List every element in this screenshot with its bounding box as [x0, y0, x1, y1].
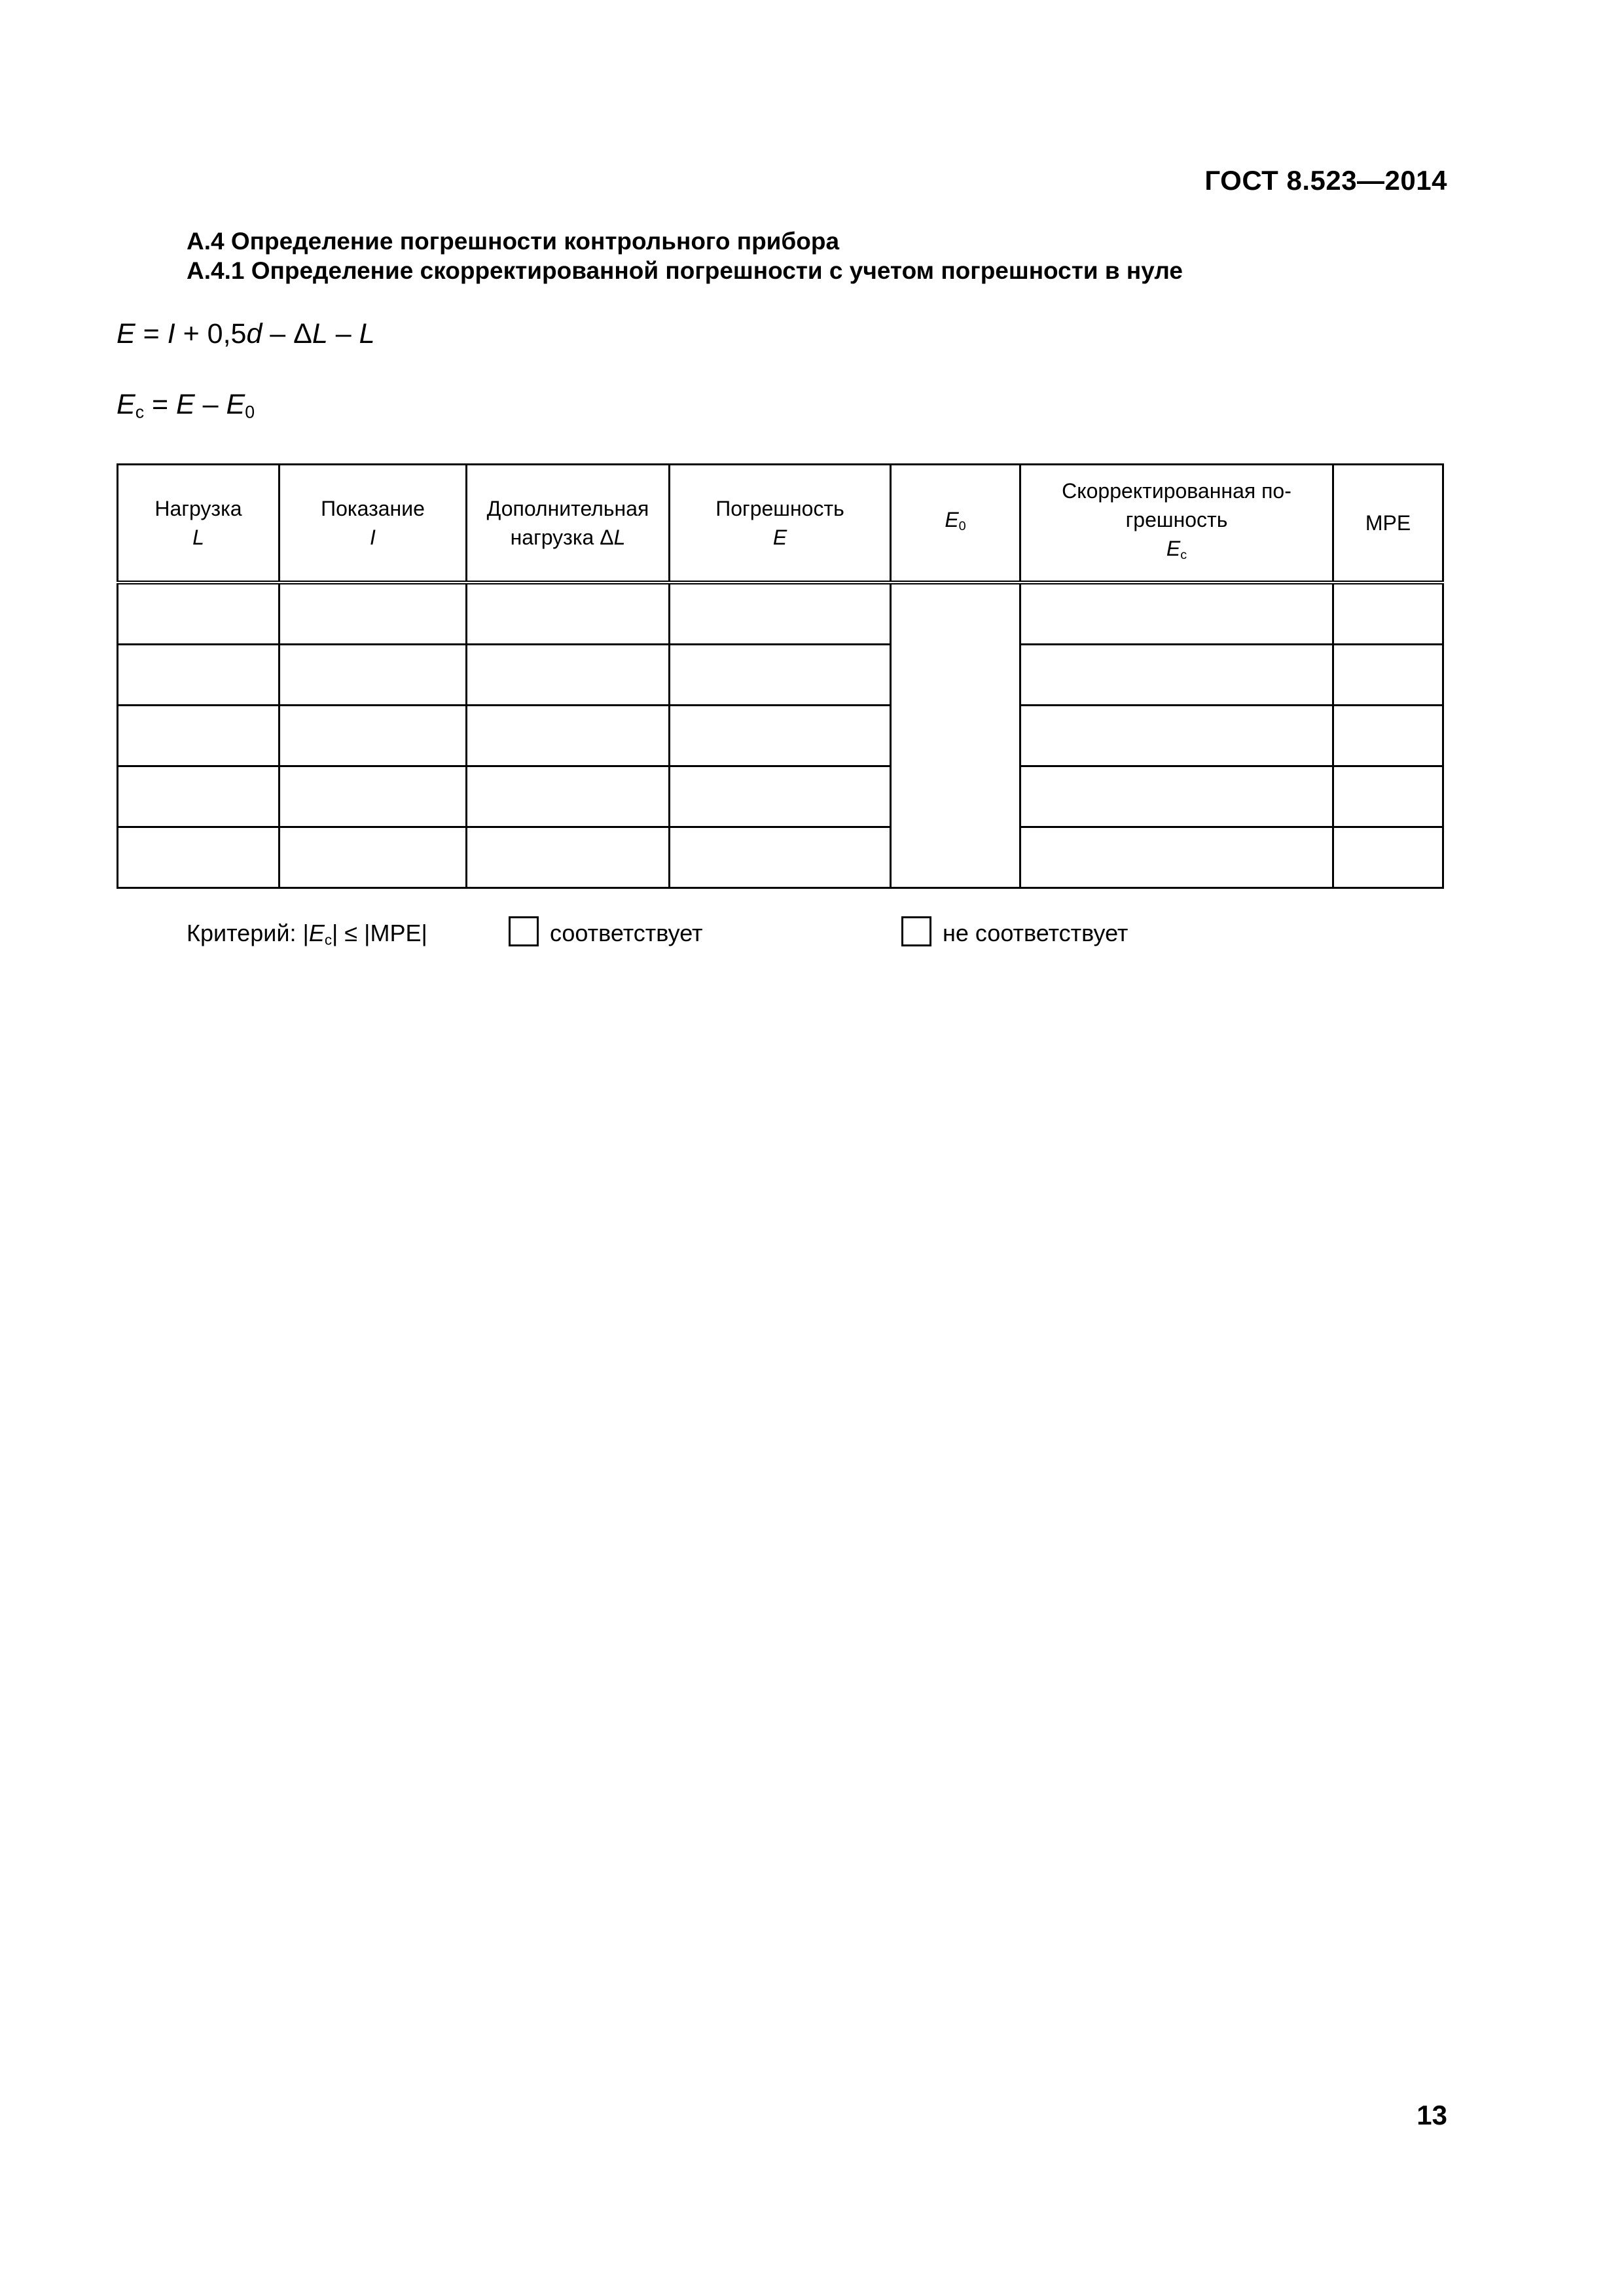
subsection-heading: А.4.1 Определение скорректированной погрешности с учетом погрешности в нуле	[187, 257, 1183, 284]
error-formula: E = I + 0,5d – ΔL – L	[117, 318, 375, 350]
cell-error[interactable]	[670, 827, 891, 888]
page-number: 13	[1416, 2100, 1447, 2130]
document-code: ГОСТ 8.523—2014	[1204, 165, 1447, 196]
cell-load[interactable]	[118, 706, 280, 766]
cell-corrected-error[interactable]	[1020, 645, 1333, 706]
complies-label: соответствует	[550, 920, 703, 946]
cell-indication[interactable]	[280, 827, 467, 888]
not-complies-checkbox[interactable]	[901, 916, 931, 946]
header-mpe: MPE	[1333, 465, 1443, 583]
cell-mpe[interactable]	[1333, 583, 1443, 645]
criterion-label: Критерий: $|E_c| \le |MPE|$	[187, 920, 427, 948]
results-table	[117, 463, 1444, 889]
cell-load[interactable]	[118, 827, 280, 888]
cell-corrected-error[interactable]	[1020, 583, 1333, 645]
cell-indication[interactable]	[280, 645, 467, 706]
cell-indication[interactable]	[280, 766, 467, 827]
cell-error[interactable]	[670, 645, 891, 706]
section-heading: А.4 Определение погрешности контрольного прибора	[187, 228, 840, 255]
header-indication: Показание I	[280, 465, 467, 583]
cell-mpe[interactable]	[1333, 766, 1443, 827]
header-zero-error: $E_0$	[891, 465, 1020, 583]
cell-load[interactable]	[118, 583, 280, 645]
cell-additional-load[interactable]	[467, 645, 670, 706]
cell-error[interactable]	[670, 583, 891, 645]
table-header-row	[118, 465, 1443, 583]
table-row	[118, 706, 1443, 766]
cell-error[interactable]	[670, 766, 891, 827]
cell-error[interactable]	[670, 706, 891, 766]
cell-load[interactable]	[118, 766, 280, 827]
cell-load[interactable]	[118, 645, 280, 706]
cell-mpe[interactable]	[1333, 645, 1443, 706]
header-additional-load: Дополнительная нагрузка ΔL	[467, 465, 670, 583]
cell-additional-load[interactable]	[467, 827, 670, 888]
cell-additional-load[interactable]	[467, 706, 670, 766]
not-complies-label: не соответствует	[943, 920, 1128, 946]
cell-corrected-error[interactable]	[1020, 766, 1333, 827]
header-error: Погрешность E	[670, 465, 891, 583]
cell-additional-load[interactable]	[467, 766, 670, 827]
cell-indication[interactable]	[280, 583, 467, 645]
cell-corrected-error[interactable]	[1020, 706, 1333, 766]
cell-mpe[interactable]	[1333, 706, 1443, 766]
table-row	[118, 827, 1443, 888]
header-corrected-error: Скорректированная по- грешность $E_c$	[1020, 465, 1333, 583]
complies-checkbox[interactable]	[509, 916, 539, 946]
header-load: Нагрузка L	[118, 465, 280, 583]
table-row	[118, 645, 1443, 706]
cell-zero-error[interactable]	[891, 583, 1020, 888]
cell-additional-load[interactable]	[467, 583, 670, 645]
table-row	[118, 766, 1443, 827]
corrected-error-formula: $E_c = E - E_0$	[117, 389, 255, 422]
cell-mpe[interactable]	[1333, 827, 1443, 888]
table-row	[118, 583, 1443, 645]
cell-indication[interactable]	[280, 706, 467, 766]
cell-corrected-error[interactable]	[1020, 827, 1333, 888]
